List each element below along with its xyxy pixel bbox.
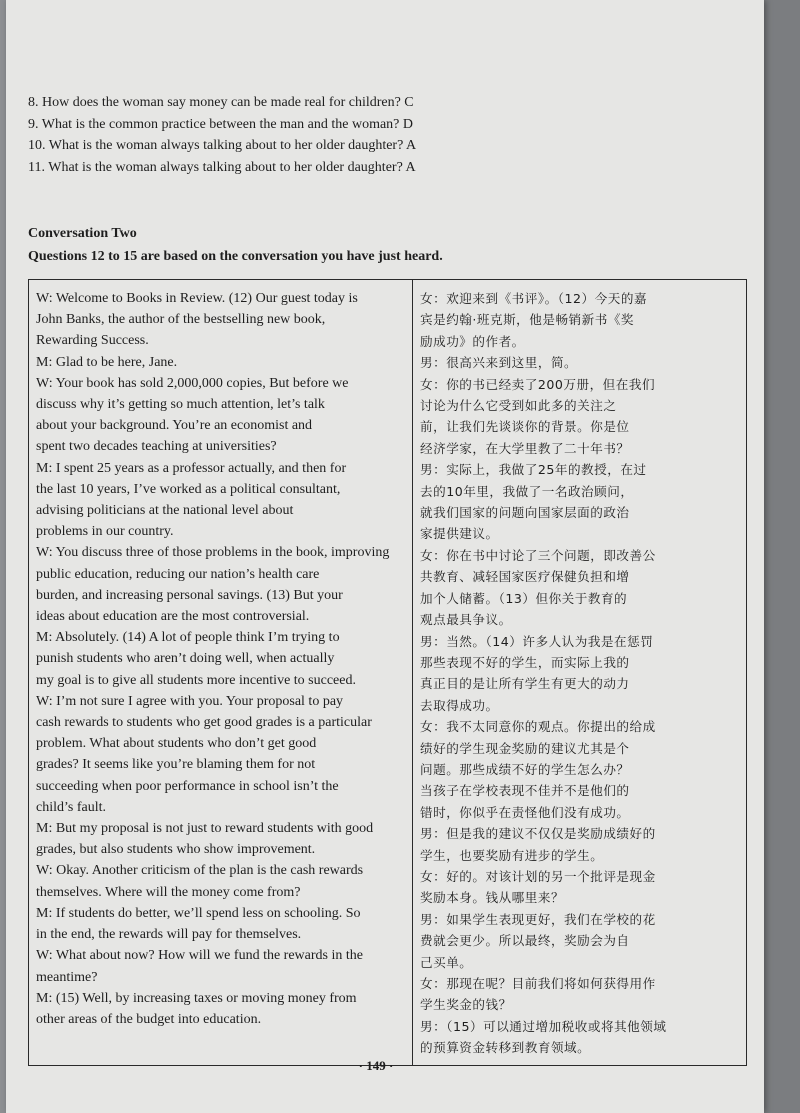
zh-line: 女：那现在呢？目前我们将如何获得用作 [420,976,656,991]
en-turn-11 [36,945,408,987]
en-line: themselves. Where will the money come from? [36,884,301,900]
en-line: W: You discuss three of those problems in the book, improving [36,545,390,561]
en-line: problems in our country. [36,524,174,540]
zh-line: 男：但是我的建议不仅仅是奖励成绩好的 [420,826,656,842]
en-turn-10 [36,903,408,945]
zh-line: 绩好的学生现金奖励的建议尤其是个 [420,740,630,756]
zh-turn-6 [420,631,742,717]
en-line: W: Welcome to Books in Review. (12) Our guest today is [36,291,358,306]
zh-line: 的预算资金转移到教育领域。 [420,1040,591,1056]
en-line: grades, but also students who show improvement. [36,842,316,858]
zh-line: 去取得成功。 [420,697,499,713]
en-line: meantime? [36,969,98,985]
zh-line: 男：很高兴来到这里，简。 [420,355,578,371]
en-line: M: Absolutely. (14) A lot of people think I’m trying to [36,630,340,646]
zh-line: 就我们国家的问题向国家层面的政治 [420,505,630,521]
zh-turn-5 [420,545,742,631]
zh-line: 男：（15）可以通过增加税收或将其他领域 [420,1018,667,1034]
zh-line: 问题。那些成绩不好的学生怎么办？ [420,761,630,777]
zh-line: 宾是约翰·班克斯，他是畅销新书《奖 [420,312,635,328]
en-turn-6 [36,627,408,691]
en-line: ideas about education are the most controversial. [36,609,310,625]
en-line: other areas of the budget into education. [36,1011,262,1027]
en-line: John Banks, the author of the bestselling new book, [36,312,326,328]
zh-line: 男：如果学生表现更好，我们在学校的花 [420,911,656,927]
zh-line: 男：实际上，我做了25年的教授，在过 [420,462,647,478]
en-line: M: But my proposal is not just to reward students with good [36,821,374,837]
en-turn-2 [36,352,408,373]
zh-line: 加个人储蓄。（13）但你关于教育的 [420,590,628,606]
book-page [6,0,764,1113]
en-line: W: What about now? How will we fund the rewards in the [36,948,363,964]
en-line: burden, and increasing personal savings. (13) But your [36,587,343,603]
en-line: Rewarding Success. [36,333,149,349]
zh-line: 真正目的是让所有学生有更大的动力 [420,676,630,692]
section-instruction: Questions 12 to 15 are based on the conversation you have just heard. [28,249,443,264]
en-line: spent two decades teaching at universities? [36,439,277,455]
question-10: 10. What is the woman always talking about to her older daughter? A [28,138,417,153]
zh-line: 女：你的书已经卖了200万册，但在我们 [420,376,656,392]
zh-line: 励成功》的作者。 [420,333,525,349]
zh-line: 那些表现不好的学生，而实际上我的 [420,654,630,670]
zh-line: 学生，也要奖励有进步的学生。 [420,847,604,863]
en-line: public education, reducing our nation’s health care [36,566,320,582]
en-line: child’s fault. [36,799,106,815]
en-line: the last 10 years, I’ve worked as a political consultant, [36,481,341,497]
question-11: 11. What is the woman always talking about to her older daughter? A [28,159,416,175]
en-turn-9 [36,860,408,902]
en-line: M: If students do better, we’ll spend less on schooling. So [36,905,361,921]
zh-line: 观点最具争议。 [420,612,512,628]
zh-turn-4 [420,459,742,545]
zh-turn-1 [420,288,742,352]
en-turn-1 [36,288,408,352]
question-8: 8. How does the woman say money can be made real for children? C [28,95,414,110]
zh-turn-10 [420,909,742,973]
en-line: M: I spent 25 years as a professor actually, and then for [36,460,347,476]
en-line: punish students who aren’t doing well, when actually [36,651,335,667]
chinese-transcript-column [413,280,747,1066]
answer-list [28,92,728,178]
en-line: advising politicians at the national level about [36,503,294,519]
zh-line: 去的10年里，我做了一名政治顾问， [420,483,634,499]
en-line: about your background. You’re an economist and [36,418,313,434]
page-edge-background [764,0,800,1113]
zh-line: 女：你在书中讨论了三个问题，即改善公 [420,547,656,563]
en-turn-8 [36,818,408,860]
en-line: discuss why it’s getting so much attention, let’s talk [36,397,325,413]
en-line: W: Your book has sold 2,000,000 copies, But before we [36,375,349,391]
page-number: · 149 · [358,1058,394,1073]
question-9: 9. What is the common practice between the man and the woman? D [28,116,413,132]
english-transcript-column [29,280,413,1066]
zh-line: 经济学家，在大学里教了二十年书？ [420,440,630,456]
en-line: my goal is to give all students more incentive to succeed. [36,672,356,688]
en-line: grades? It seems like you’re blaming them for not [36,757,316,773]
zh-turn-9 [420,866,742,909]
zh-line: 男：当然。（14）许多人认为我是在惩罚 [420,633,654,649]
zh-turn-11 [420,973,742,1016]
en-line: M: Glad to be here, Jane. [36,354,178,370]
en-line: M: (15) Well, by increasing taxes or moving money from [36,990,357,1006]
zh-line: 女：我不太同意你的观点。你提出的给成 [420,719,656,735]
en-line: succeeding when poor performance in school isn’t the [36,778,339,794]
en-turn-3 [36,373,408,458]
en-line: cash rewards to students who get good grades is a particular [36,715,372,731]
en-turn-4 [36,458,408,543]
zh-turn-8 [420,823,742,866]
zh-line: 共教育、减轻国家医疗保健负担和增 [420,569,630,585]
en-turn-7 [36,691,408,818]
zh-line: 错时，你似乎在责怪他们没有成功。 [420,804,630,820]
zh-turn-7 [420,716,742,823]
zh-line: 己买单。 [420,954,473,970]
zh-line: 学生奖金的钱？ [420,997,512,1013]
en-line: in the end, the rewards will pay for themselves. [36,927,302,943]
zh-line: 奖励本身。钱从哪里来？ [420,890,565,906]
zh-line: 女：好的。对该计划的另一个批评是现金 [420,868,656,884]
en-line: W: I’m not sure I agree with you. Your proposal to pay [36,693,344,709]
zh-line: 家提供建议。 [420,526,499,542]
zh-line: 前，让我们先谈谈你的背景。你是位 [420,419,630,435]
zh-line: 费就会更少。所以最终，奖励会为自 [420,933,630,949]
en-line: problem. What about students who don’t get good [36,736,317,752]
en-turn-5 [36,542,408,627]
transcript-table [28,279,747,1066]
zh-line: 当孩子在学校表现不佳并不是他们的 [420,783,630,799]
en-line: W: Okay. Another criticism of the plan is the cash rewards [36,863,364,879]
zh-line: 女：欢迎来到《书评》。（12）今天的嘉 [420,291,648,306]
zh-turn-3 [420,374,742,460]
zh-turn-2 [420,352,742,373]
zh-line: 讨论为什么它受到如此多的关注之 [420,398,617,414]
zh-turn-12 [420,1016,742,1059]
section-title: Conversation Two [28,226,137,241]
en-turn-12 [36,988,408,1030]
